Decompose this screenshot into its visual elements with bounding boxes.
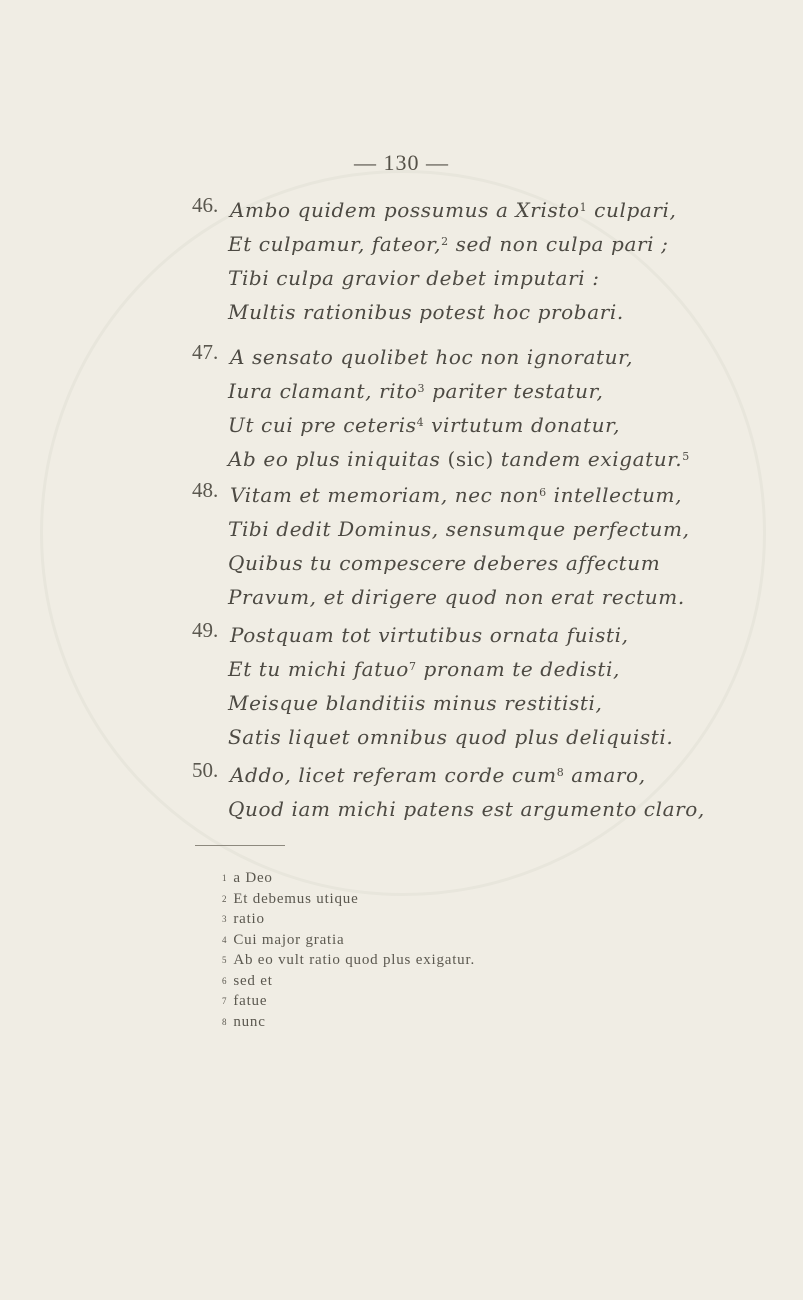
footnote-mark: 2 bbox=[222, 893, 228, 904]
verse-line: Pravum, et dirigere quod non erat rectum. bbox=[228, 585, 685, 609]
verse-line: Quod iam michi patens est argumento claro, bbox=[228, 797, 705, 821]
footnote-divider bbox=[195, 845, 285, 846]
footnote-ref: 5 bbox=[682, 450, 690, 463]
stanza-49 bbox=[192, 618, 712, 754]
stanza-48 bbox=[192, 478, 712, 614]
verse-line: Et tu michi fatuo$^7$ pronam te dedisti, bbox=[228, 657, 620, 681]
verse-line: A sensato quolibet hoc non ignoratur, bbox=[230, 345, 634, 369]
verse-line: Ab eo plus iniquitas (sic) tandem exigatur.$^5$ bbox=[228, 447, 690, 471]
verse-line: Iura clamant, rito$^3$ pariter testatur, bbox=[228, 379, 604, 403]
verse-line: Vitam et memoriam, nec non$^6$ intellectum, bbox=[230, 483, 683, 507]
footnote-ref: 1 bbox=[579, 201, 588, 214]
footnote-mark: 7 bbox=[222, 996, 228, 1006]
stanza-number: 50. bbox=[192, 758, 219, 782]
verse-line: Quibus tu compescere deberes affectum bbox=[228, 551, 661, 575]
footnote-ref: 8 bbox=[556, 766, 565, 779]
footnote: $^8$ nunc bbox=[222, 1013, 266, 1030]
page-number: — 130 — bbox=[354, 150, 449, 175]
footnote-mark: 1 bbox=[222, 873, 228, 883]
stanza-46 bbox=[192, 193, 712, 329]
footnote: $^4$ Cui major gratia bbox=[222, 931, 345, 948]
verse-line: Satis liquet omnibus quod plus deliquisti. bbox=[228, 725, 674, 749]
verse-line: Et culpamur, fateor,$^2$ sed non culpa pari ; bbox=[228, 232, 669, 256]
footnote-ref: 7 bbox=[408, 660, 417, 673]
verse-line: Tibi dedit Dominus, sensumque perfectum, bbox=[228, 517, 690, 541]
footnote-mark: 5 bbox=[222, 955, 228, 965]
footnote-ref: 6 bbox=[539, 486, 547, 499]
sic-note: (sic) bbox=[440, 447, 501, 471]
footnote-mark: 3 bbox=[222, 914, 228, 924]
verse-line: Postquam tot virtutibus ornata fuisti, bbox=[230, 623, 629, 647]
stanza-number: 49. bbox=[192, 618, 219, 642]
footnote: $^6$ sed et bbox=[222, 972, 273, 989]
verse-line: Tibi culpa gravior debet imputari : bbox=[228, 266, 600, 290]
footnote: $^3$ ratio bbox=[222, 911, 265, 927]
footnote-ref: 2 bbox=[441, 235, 449, 248]
footnote: $^1$ a Deo bbox=[222, 870, 273, 886]
verse-line: Addo, licet referam corde cum$^8$ amaro, bbox=[230, 763, 646, 787]
stanza-number: 48. bbox=[192, 478, 219, 502]
footnote-ref: 4 bbox=[416, 416, 425, 429]
footnote: $^2$ Et debemus utique bbox=[222, 890, 359, 907]
footnote-ref: 3 bbox=[417, 382, 426, 395]
footnote: $^7$ fatue bbox=[222, 993, 268, 1009]
footnote-mark: 8 bbox=[222, 1016, 228, 1027]
footnotes bbox=[222, 868, 475, 1032]
verse-line: Ut cui pre ceteris$^4$ virtutum donatur, bbox=[228, 413, 621, 437]
footnote-mark: 6 bbox=[222, 975, 228, 986]
stanza-number: 46. bbox=[192, 193, 219, 217]
stanza-50 bbox=[192, 758, 712, 826]
verse-line: Multis rationibus potest hoc probari. bbox=[228, 300, 624, 324]
verse-line: Ambo quidem possumus a Xristo$^1$ culpari, bbox=[230, 198, 677, 222]
stanza-47 bbox=[192, 340, 712, 476]
stanza-number: 47. bbox=[192, 340, 219, 364]
verse-line: Meisque blanditiis minus restitisti, bbox=[228, 691, 603, 715]
footnote-mark: 4 bbox=[222, 934, 228, 945]
footnote: $^5$ Ab eo vult ratio quod plus exigatur. bbox=[222, 952, 475, 968]
